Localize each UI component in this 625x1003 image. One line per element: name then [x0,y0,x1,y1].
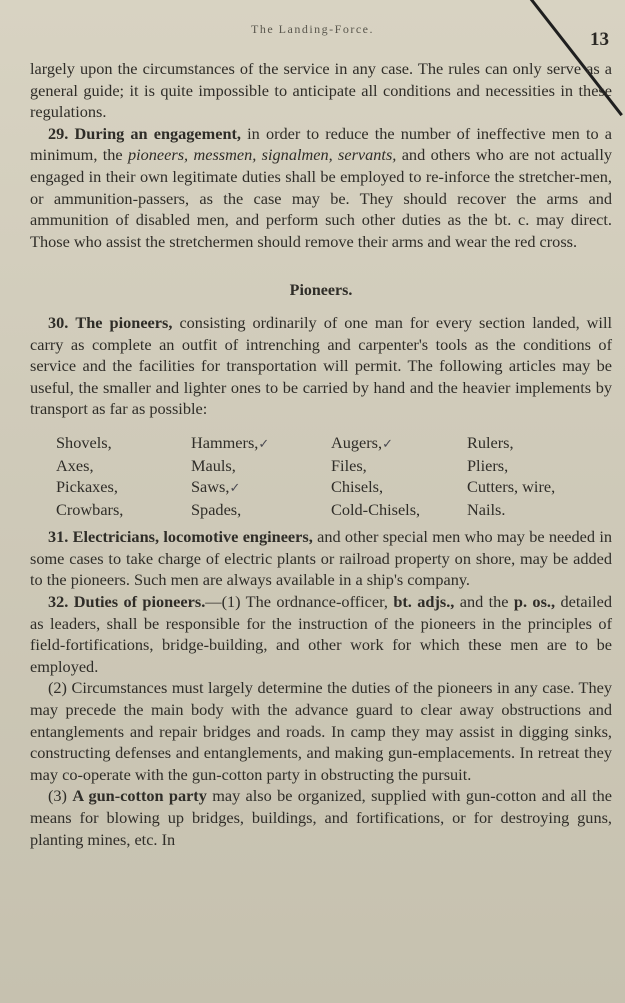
paragraph-32 [30,591,612,677]
tool-item: Pickaxes, [56,477,118,497]
paragraph-text: detailed as leaders, shall be responsible for the instruction of the pioneers in the principles of field-fortifications, bridge-building, and other work for which these men are to be employed. [30,592,612,676]
tool-item: Files, [331,455,367,475]
paragraph-text: (3) [48,786,73,806]
italic-roles: pioneers, messmen, signalmen, servants, [127,145,397,165]
paragraph-number: 31. [48,527,69,547]
page-number: 13 [590,29,609,50]
tool-item: Rulers, [467,432,514,452]
paragraph-text: may also be organized, supplied with gun-cotton and all the means for blowing up bridges, buildings, and fortifications, or for destroying guns, planting mines, etc. In [30,786,612,849]
paragraph-29 [30,123,612,253]
bold-abbrev: bt. adjs., [393,592,455,612]
paragraph-number: 29. [48,123,69,143]
paragraph-carryover: largely upon the circumstances of the service in any case. The rules can only serve as a general guide; it is quite impossible to anticipate all conditions and necessities in these regulations. [30,59,612,122]
tool-item: Cold-Chisels, [331,499,421,519]
paragraph-text: —(1) The ordnance-officer, [205,592,394,612]
paragraph-text: and other special men who may be needed in some cases to take charge of electric plants or railroad property on shore, may be added to the pioneers. Such men are always available in a ship's company. [30,527,612,590]
pencil-check-mark: ✓ [382,435,393,451]
paragraph-text: in order to reduce the number of ineffective men to a minimum, the [30,123,612,165]
running-title: The Landing-Force. [251,22,374,36]
paragraph-32-3 [30,785,612,850]
paragraph-lead: Electricians, locomotive engineers, [72,527,313,547]
paragraph-number: 32. [48,592,69,612]
bold-abbrev: p. os., [513,592,556,612]
tools-list [56,432,612,520]
tool-item: Saws,✓ [191,477,241,497]
tool-item: Augers,✓ [331,432,393,452]
pencil-check-mark: ✓ [258,435,270,451]
paragraph-text: consisting ordinarily of one man for every section landed, will carry as complete an outfit of intrenching and carpenter's tools as the conditions of service and the facilities for transportation will permit. The following articles may be useful, the smaller and lighter ones to be carried by hand and the heavier implements by transport as far as possible: [30,312,613,419]
tool-item: Nails. [467,499,506,519]
pencil-check-mark: ✓ [229,480,241,496]
paragraph-32-2: (2) Circumstances must largely determine the duties of the pioneers in any case. They may precede the main body with the advance guard to clear away obstructions and entanglements and repair bridges and roads. In camp they may assist in digging sinks, constructing defenses and entanglements, and making gun-emplacements. In retreat they may co-operate with the gun-cotton party in obstructing the pursuit. [30,678,612,784]
paragraph-text: and the [454,592,514,612]
body-text [30,58,612,850]
paragraph-text: and others who are not actually engaged in their own legitimate duties shall be employed to re-inforce the stretcher-men, or ammunition-passers, as the case may be. They should recover the arms and ammunition of disabled men, and perform such other duties as the bt. c. may direct. Those who assist the stretchermen should remove their arms and wear the red cross. [30,145,612,251]
tool-item: Hammers,✓ [191,432,270,452]
paragraph-31 [30,526,612,591]
tool-item: Chisels, [331,477,384,497]
tool-item: Cutters, wire, [467,477,556,497]
tool-item: Shovels, [56,432,112,452]
tool-item: Spades, [191,499,242,519]
paragraph-number: 30. [48,312,69,332]
tool-item: Pliers, [467,455,509,475]
paragraph-30 [30,312,612,420]
paragraph-lead: The pioneers, [75,312,173,332]
tool-item: Mauls, [191,455,236,475]
paragraph-lead: During an engagement, [74,123,241,143]
paragraph-lead: Duties of pioneers. [73,592,206,612]
tool-item: Axes, [56,455,94,475]
tool-item: Crowbars, [56,499,124,519]
paragraph-lead: A gun-cotton party [72,786,207,806]
section-heading-pioneers: Pioneers. [289,282,353,300]
